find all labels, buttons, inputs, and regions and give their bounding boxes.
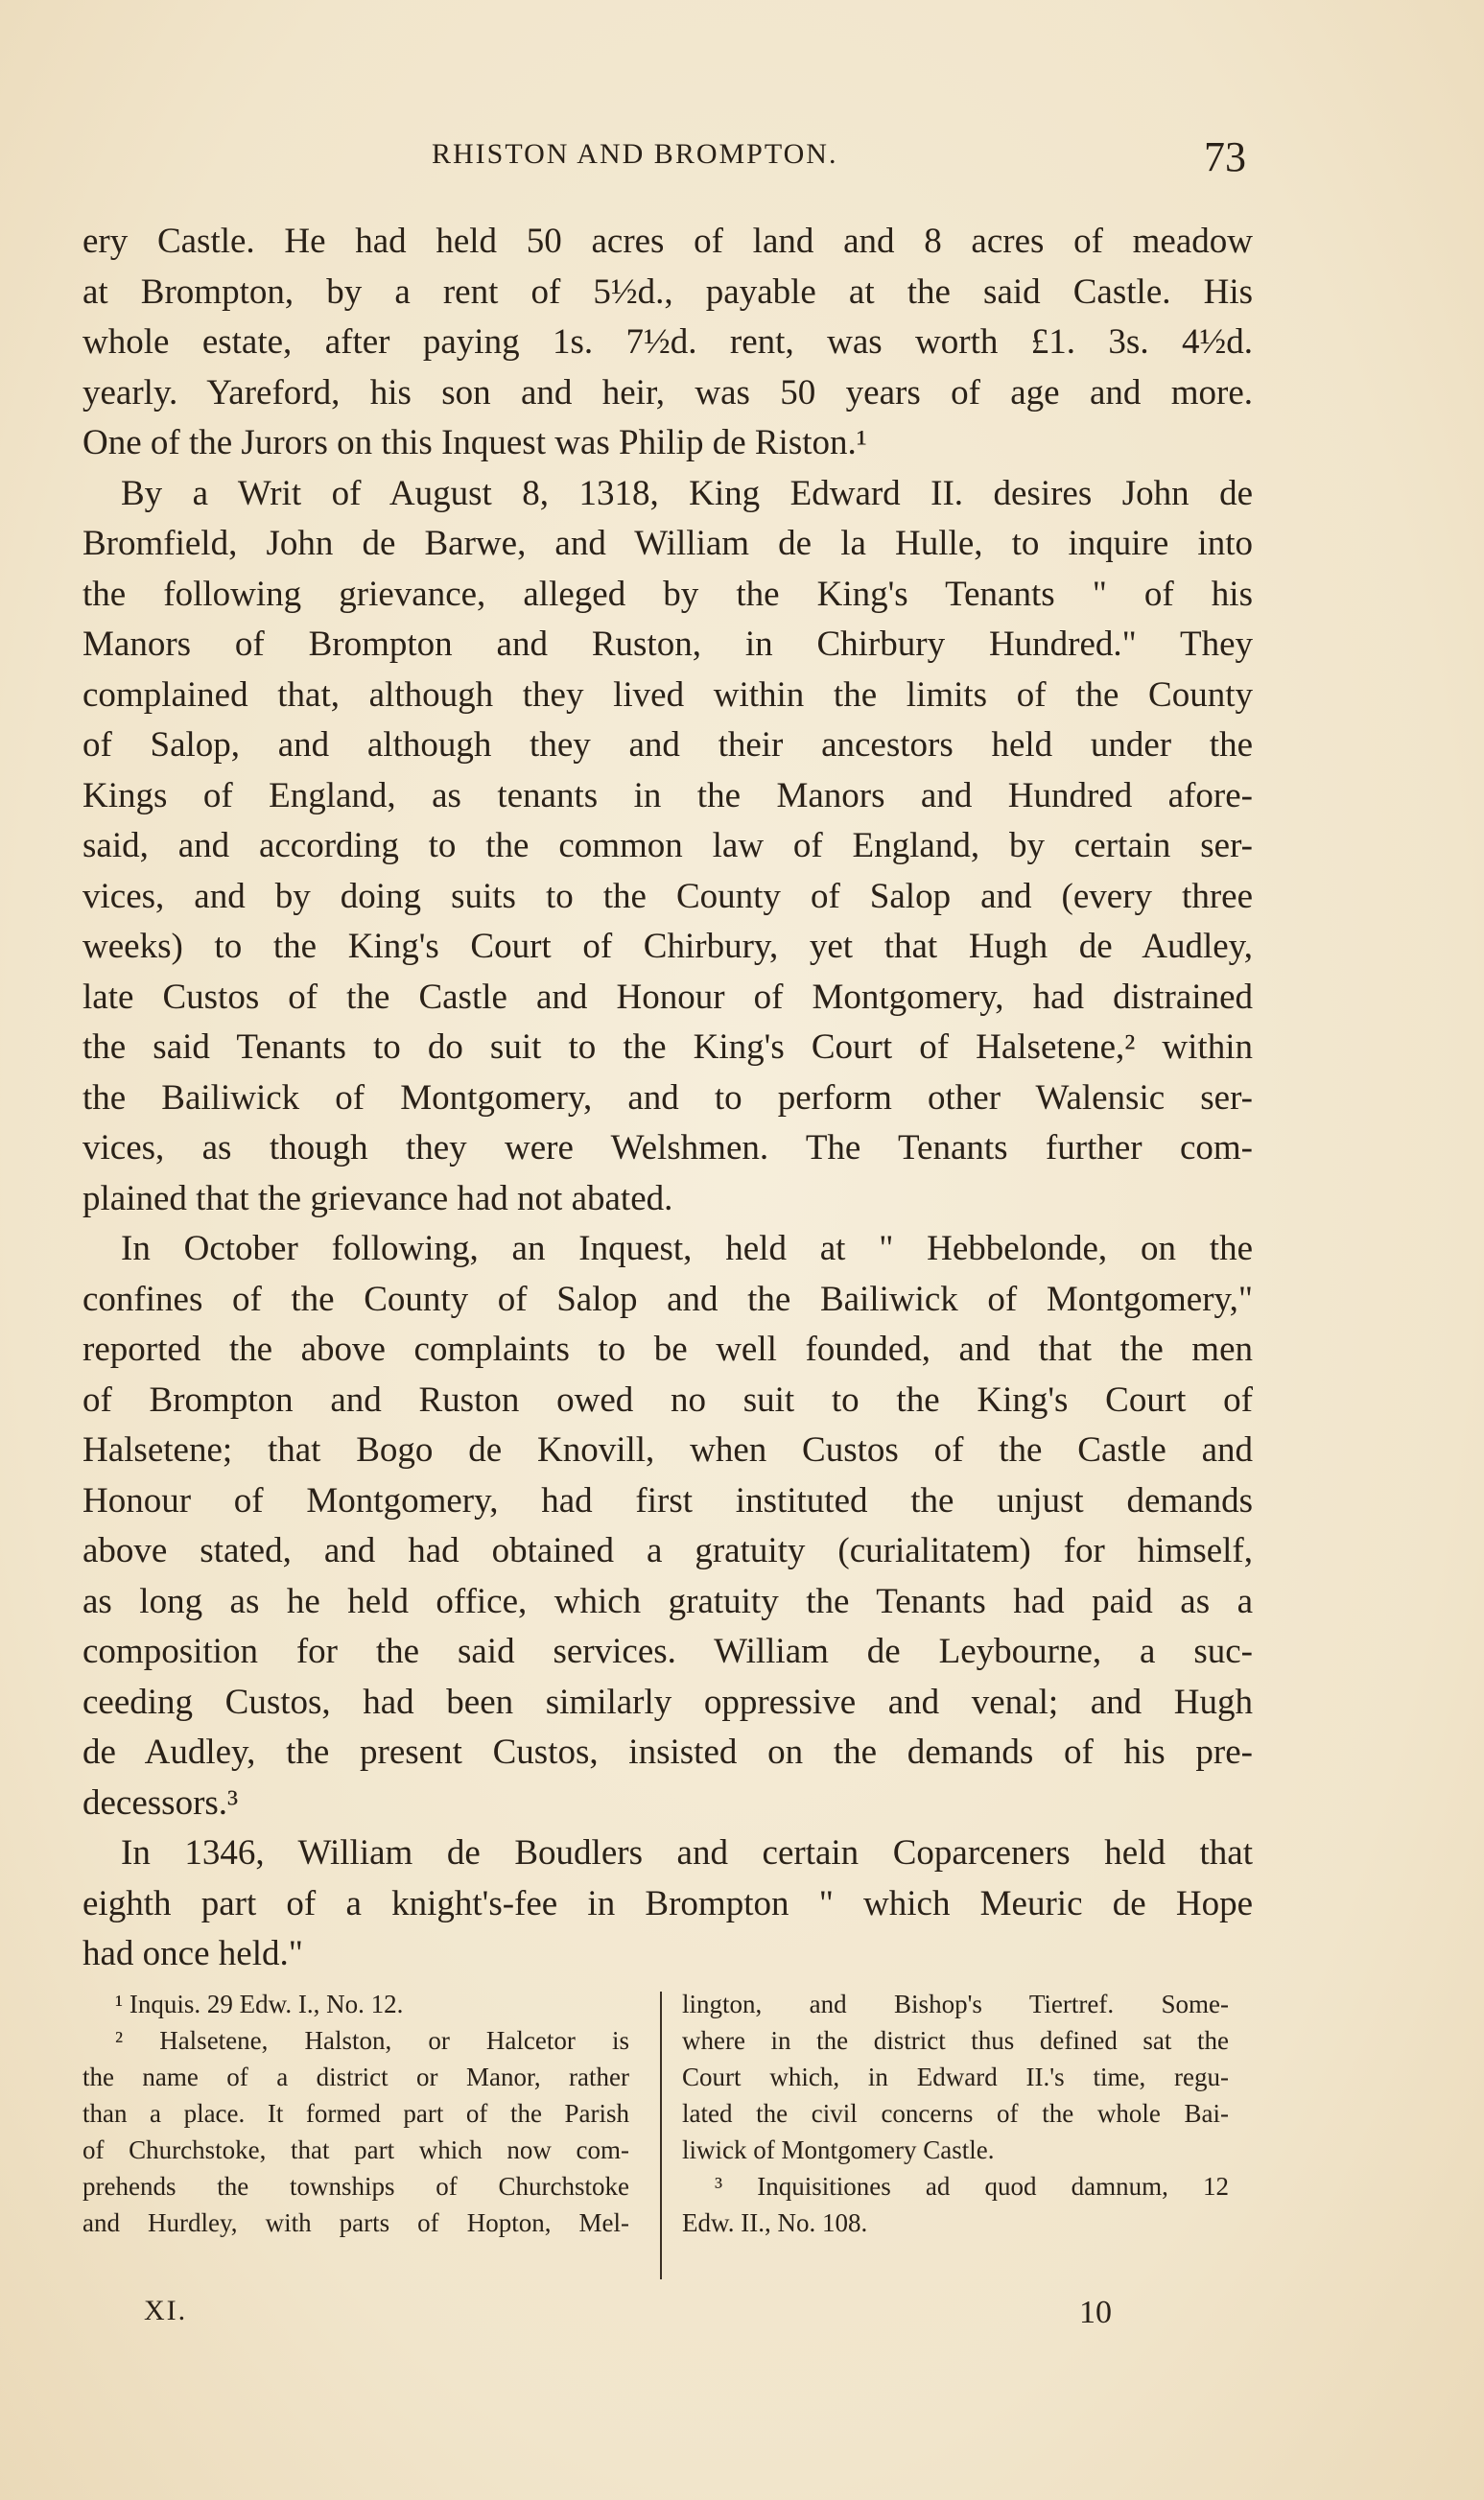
text-line: ery Castle. He had held 50 acres of land and 8 acres of meadow <box>82 222 1253 261</box>
text-line: late Custos of the Castle and Honour of Montgomery, had distrained <box>82 977 1253 1017</box>
text-line: the following grievance, alleged by the King's Tenants " of his <box>82 574 1253 614</box>
running-title: RHISTON AND BROMPTON. <box>432 138 838 170</box>
footnote-line: ¹ Inquis. 29 Edw. I., No. 12. <box>115 1990 404 2018</box>
text-line: above stated, and had obtained a gratuity (curialitatem) for himself, <box>82 1531 1253 1570</box>
text-line: whole estate, after paying 1s. 7½d. rent, was worth £1. 3s. 4½d. <box>82 322 1253 362</box>
text-line: eighth part of a knight's-fee in Brompton " which Meuric de Hope <box>82 1883 1253 1923</box>
footnote-line: ² Halsetene, Halston, or Halcetor is <box>115 2026 629 2055</box>
text-line: had once held." <box>82 1934 303 1973</box>
text-line: vices, as though they were Welshmen. The Tenants further com- <box>82 1128 1253 1167</box>
footnote-line: prehends the townships of Churchstoke <box>82 2172 629 2201</box>
text-line: the Bailiwick of Montgomery, and to perform other Walensic ser- <box>82 1077 1253 1118</box>
text-line: complained that, although they lived within the limits of the County <box>82 674 1253 715</box>
footnote-line: Court which, in Edward II.'s time, regu- <box>682 2063 1229 2091</box>
text-line: at Brompton, by a rent of 5½d., payable at the said Castle. His <box>82 271 1253 312</box>
text-line: Bromfield, John de Barwe, and William de la Hulle, to inquire into <box>82 524 1253 563</box>
text-line: as long as he held office, which gratuity the Tenants had paid as a <box>82 1581 1253 1621</box>
text-line: of Salop, and although they and their ancestors held under the <box>82 725 1253 765</box>
text-line: Kings of England, as tenants in the Manors and Hundred afore- <box>82 775 1253 815</box>
text-line: confines of the County of Salop and the Bailiwick of Montgomery," <box>82 1279 1253 1319</box>
text-line: said, and according to the common law of England, by certain ser- <box>82 826 1253 865</box>
text-line: reported the above complaints to be well founded, and that the men <box>82 1330 1253 1369</box>
text-line: of Brompton and Ruston owed no suit to the King's Court of <box>82 1380 1253 1420</box>
footnote-line: liwick of Montgomery Castle. <box>682 2135 995 2164</box>
footnote-line: and Hurdley, with parts of Hopton, Mel- <box>82 2208 629 2237</box>
footnote-line: than a place. It formed part of the Parish <box>82 2099 629 2128</box>
text-line: Honour of Montgomery, had first instituted the unjust demands <box>82 1480 1253 1521</box>
footnote-line: ³ Inquisitiones ad quod damnum, 12 <box>715 2172 1229 2201</box>
page-number: 73 <box>1204 133 1246 180</box>
footnote-line: lated the civil concerns of the whole Bai- <box>682 2099 1229 2128</box>
footnote-line: where in the district thus defined sat the <box>682 2026 1229 2055</box>
footnote-column-divider <box>660 1992 662 2279</box>
footnote-line: of Churchstoke, that part which now com- <box>82 2135 629 2164</box>
text-line: plained that the grievance had not abated. <box>82 1178 673 1218</box>
text-line: vices, and by doing suits to the County of Salop and (every three <box>82 876 1253 916</box>
text-line: de Audley, the present Custos, insisted on the demands of his pre- <box>82 1733 1253 1772</box>
text-line: composition for the said services. William de Leybourne, a suc- <box>82 1632 1253 1671</box>
text-line: Halsetene; that Bogo de Knovill, when Custos of the Castle and <box>82 1430 1253 1470</box>
text-line: In October following, an Inquest, held at " Hebbelonde, on the <box>121 1229 1253 1268</box>
footnotes-right-column <box>682 1986 1229 2241</box>
signature-line <box>0 2295 1484 2343</box>
sheet-number: 10 <box>1079 2295 1112 2330</box>
text-line: ceeding Custos, had been similarly oppressive and venal; and Hugh <box>82 1682 1253 1722</box>
footnote-line: lington, and Bishop's Tiertref. Some- <box>682 1990 1229 2018</box>
footnote-line: the name of a district or Manor, rather <box>82 2063 629 2091</box>
text-line: Manors of Brompton and Ruston, in Chirbury Hundred." They <box>82 625 1253 664</box>
text-line: yearly. Yareford, his son and heir, was 50 years of age and more. <box>82 372 1253 413</box>
text-line: By a Writ of August 8, 1318, King Edward II. desires John de <box>121 473 1253 513</box>
body-text <box>82 217 1253 1980</box>
footnotes-left-column <box>82 1986 629 2241</box>
text-line: One of the Jurors on this Inquest was Philip de Riston.¹ <box>82 423 867 462</box>
text-line: weeks) to the King's Court of Chirbury, yet that Hugh de Audley, <box>82 927 1253 966</box>
footnotes <box>82 1986 1253 2302</box>
footnote-line: Edw. II., No. 108. <box>682 2208 868 2237</box>
text-line: decessors.³ <box>82 1782 239 1823</box>
volume-mark: XI. <box>144 2295 188 2326</box>
running-head <box>0 132 1484 190</box>
text-line: the said Tenants to do suit to the King's Court of Halsetene,² within <box>82 1027 1253 1067</box>
text-line: In 1346, William de Boudlers and certain Coparceners held that <box>121 1833 1253 1873</box>
